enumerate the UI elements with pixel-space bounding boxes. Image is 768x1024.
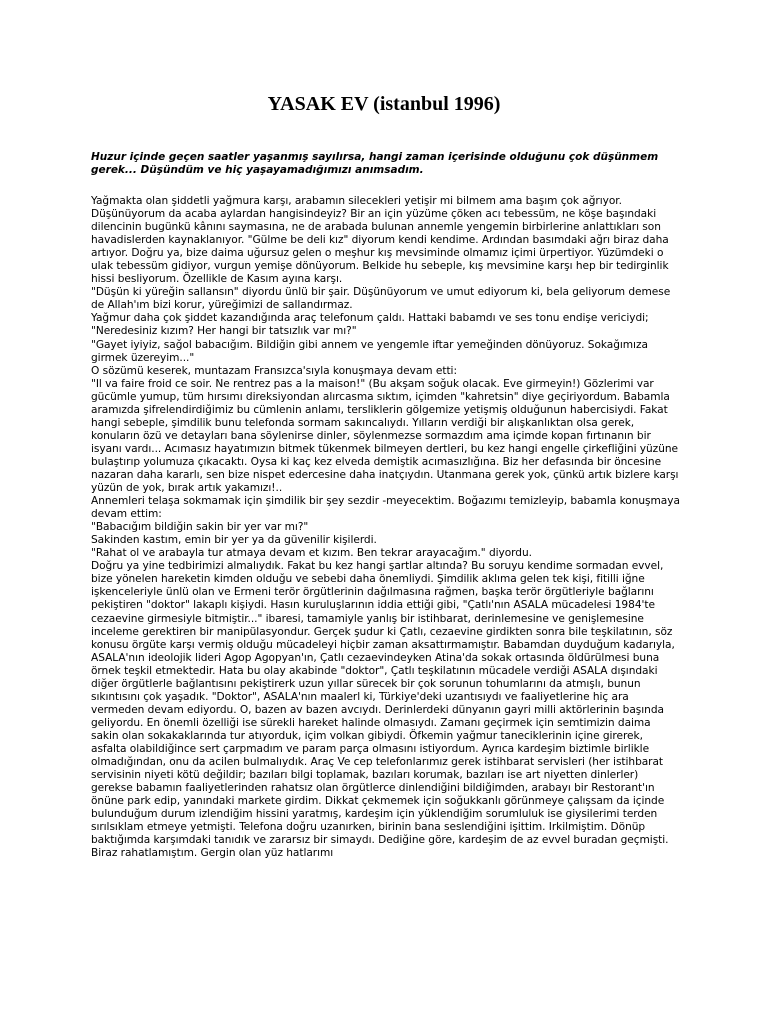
body-paragraph: Doğru ya yine tedbirimizi almalıydık. Fakat bu kez hangi şartlar altında? Bu soruyu kendime sormadan evvel, bize yönelen hareketin kimden olduğu ve sebebi daha önemliydi. Şimdilik aklıma gelen tek kişi, fitilli iğne işkenceleriyle ünlü olan ve Ermeni terör örgütlerinin dağılmasına rağmen, başka terör örgütleriyle bağlarını pekiştiren "doktor" lakaplı kişiydi. Hasın kuruluşlarının iddia ettiği gibi, "Çatlı'nın ASALA mücadelesi 1984'te cezaevine girmesiyle bitmiştir..." ibaresi, tamamiyle yanlış bir istihbarat, derinlemesine ve genişlemesine inceleme gerektiren bir manipülasyondur. Gerçek şudur ki Çatlı, cezaevine girdikten sonra bile teşkilatının, söz konusu örgüte karşı vermiş olduğu mücadeleyi hiçbir zaman aksattırmamıştır. Babamdan duyduğum kadarıyla, ASALA'nın ideolojik lideri Agop Agopyan'ın, Çatlı cezaevindeyken Atina'da sokak ortasında öldürülmesi buna örnek teşkil etmektedir. Hata bu olay akabinde "doktor", Çatlı teşkilatının mücadele verdiği ASALA dışındaki diğer örgütlerle bağlantısını pekiştirerk uzun yıllar sürecek bir çok sorunun tohumlarını da atmışlı, bunun sıkıntısını çok yaşadık. "Doktor", ASALA'nın maalerl ki, Türkiye'deki uzantısıydı ve faaliyetlerine hiç ara vermeden devam ediyordu. O, bazen av bazen avcıydı. Derinlerdeki dünyanın gayri milli aktörlerinin başında geliyordu. En önemli özelliği ise sürekli hareket halinde olmasıydı. Zamanı geçirmek için semtimizin daima sakin olan sokakaklarında tur atıyorduk, içim volkan gibiydi. Öfkemin yağmur taneciklerinin içine girerek, asfalta olabildiğince sert çarpmadım ve param parça olmasını istiyordum. Ayrıca kardeşim biztimle birlikle olmadığından, onu da acilen bulmalıydık. Araç Ve cep telefonlarımız gerek istihbarat servisleri (her istihbarat servisinin niyeti kötü değildir; bazıları bilgi toplamak, bazıları korumak, bazıları ise art niyetten dinlerler) gerekse babamın faaliyetlerinden rahatsız olan örgütlerce dinlendiğini bildiğimden, arabayı bir Restorant'ın önüne park edip, yanındaki markete girdim. Dikkat çekmemek için soğukkanlı görünmeye çalışsam da içinde bulunduğum durum izlendiğim hissini yaratmış, kardeşim için yüklendiğim sorumluluk ise giysilerimi terden sırılsıklam etmeye yetmişti. Telefona doğru uzanırken, birinin bana seslendiğini işittim. Irkilmiştim. Dönüp baktığımda karşımdaki tanıdık ve zararsız bir simaydı. Dediğine göre, kardeşim de az evvel buradan geçmişti. Biraz rahatlamıştım. Gergin olan yüz hatlarımı [91, 560, 675, 860]
document-body [91, 195, 681, 860]
document-title: YASAK EV (istanbul 1996) [267, 93, 501, 115]
body-paragraph: "Il va faire froid ce soir. Ne rentrez pas a la maison!" (Bu akşam soğuk olacak. Eve girmeyin!) Gözlerimi var gücümle yumup, tüm hırsımı direksiyondan alırcasma sıktım, içimden "kahretsin" diye geçiriyordum. Babamla aramızda şifrelendirdiğimiz bu cümlenin anlamı, tersliklerin gölgemize yetişmiş olduğunun habercisiydi. Fakat hangi sebeple, şimdilik bunu telefonda sormam sakıncalıydı. Yılların verdiği bir alışkanlıktan olsa gerek, konuların özü ve detayları bana söylenirse dinler, söylenmezse sormazdım ama içimde kopan fırtınanın bir isyanı vardı... Acımasız hayatımızın bitmek tükenmek bilmeyen dertleri, bu kez hangi engelle çirkefliğini yüzüne bulaştırıp yolumuza çıkacaktı. Oysa ki kaç kez elveda demiştik acımasızlığına. Biz her defasında bir öncesine nazaran daha kararlı, sen bize nispet edercesine daha inatçıydın. Utanmana gerek yok, çünkü artık bizlere karşı yüzün de yok, bırak artık yakamızı!.. [91, 377, 679, 495]
body-paragraph: "Rahat ol ve arabayla tur atmaya devam et kızım. Ben tekrar arayacağım." diyordu. [91, 547, 532, 560]
body-paragraph: "Düşün ki yüreğin sallansın" diyordu ünlü bir şair. Düşünüyorum ve umut ediyorum ki, bela geliyorum demese de Allah'ım bizi korur, yüreğimizi de sallandırmaz. [91, 286, 671, 312]
body-paragraph: "Neredesiniz kızım? Her hangi bir tatsızlık var mı?" [91, 325, 357, 338]
body-paragraph: "Gayet iyiyiz, sağol babacığım. Bildiğin gibi annem ve yengemle iftar yemeğinden dönüyoruz. Sokağımıza girmek üzereyim..." [91, 338, 648, 364]
body-paragraph: Yağmur daha çok şiddet kazandığında araç telefonum çaldı. Hattaki babamdı ve ses tonu endişe vericiydi; [91, 312, 649, 325]
body-paragraph: Annemleri telaşa sokmamak için şimdilik bir şey sezdir -meyecektim. Boğazımı temizleyip, babamla konuşmaya devam ettim: [91, 495, 680, 521]
body-paragraph: Yağmakta olan şiddetli yağmura karşı, arabamın silecekleri yetişir mi bilmem ama başım çok ağrıyor. Düşünüyorum da acaba aylardan hangisindeyiz? Bir an için yüzüme çöken acı tebessüm, ne köşe başındaki dilencinin bugünkü kânını saymasına, ne de arabada bulunan annemle yengemin birbirlerine anlattıkları son havadislerden kaynaklanıyor. "Gülme be deli kız" diyorum kendi kendime. Ardından basımdaki ağrı biraz daha artıyor. Doğru ya, bize daima uğursuz gelen o meşhur kış mevsiminde olmamız içimi ürpertiyor. Yüzümdeki o ulak tebessüm gidiyor, vurgun yemişe dönüyorum. Belkide hu sebeple, kış mevsimine karşı hep bir tedirginlik hissi besliyorum. Özellikle de Kasım ayına karşı. [91, 195, 669, 286]
body-paragraph: O sözümü keserek, muntazam Fransızca'sıyla konuşmaya devam etti: [91, 364, 457, 377]
intro-paragraph: Huzur içinde geçen saatler yaşanmış sayılırsa, hangi zaman içerisinde olduğunu çok düşünmem gerek... Düşündüm ve hiç yaşayamadığımızı anımsadım. [91, 151, 659, 176]
body-paragraph: "Babacığım bildiğin sakin bir yer var mı?" [91, 521, 309, 534]
body-paragraph: Sakinden kastım, emin bir yer ya da güvenilir kişilerdi. [91, 534, 377, 547]
